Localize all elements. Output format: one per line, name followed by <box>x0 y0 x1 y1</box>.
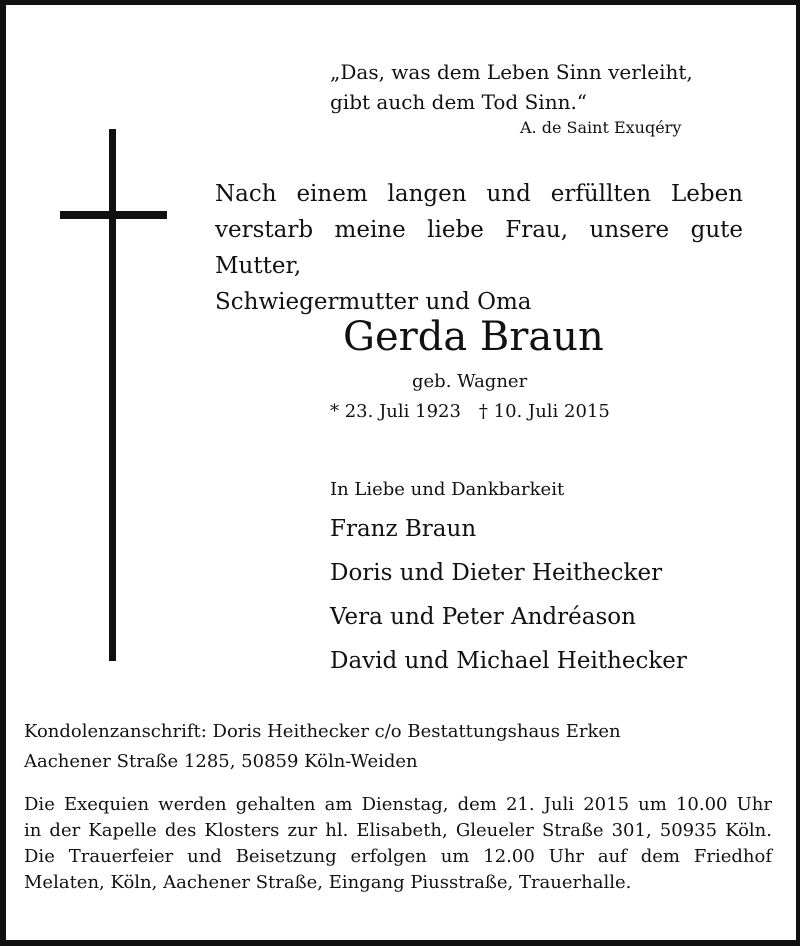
mourners-intro: In Liebe und Dankbarkeit <box>330 479 565 500</box>
condolence-address <box>24 717 621 777</box>
quote-line-2: gibt auch dem Tod Sinn.“ <box>330 90 588 114</box>
condolence-line-1: Kondolenzanschrift: Doris Heithecker c/o Bestattungshaus Erken <box>24 721 621 742</box>
mourner-name: Doris und Dieter Heithecker <box>330 560 663 586</box>
service-details <box>24 792 772 896</box>
announcement-line-3: Schwiegermutter und Oma <box>215 289 532 315</box>
service-line-1: Die Exequien werden gehalten am Dienstag, dem 21. Juli 2015 um 10.00 Uhr <box>24 794 772 815</box>
announcement-line-2: verstarb meine liebe Frau, unsere gute Mutter, <box>215 217 743 279</box>
condolence-line-2: Aachener Straße 1285, 50859 Köln-Weiden <box>24 751 418 772</box>
announcement-text <box>215 176 743 320</box>
mourner-name: Franz Braun <box>330 516 477 542</box>
service-line-2: in der Kapelle des Klosters zur hl. Elisabeth, Gleueler Straße 301, 50935 Köln. <box>24 820 772 841</box>
mourner-name: Vera und Peter Andréason <box>330 604 636 630</box>
service-line-3: Die Trauerfeier und Beisetzung erfolgen um 12.00 Uhr auf dem Friedhof <box>24 846 772 867</box>
announcement-line-1: Nach einem langen und erfüllten Leben <box>215 181 743 207</box>
deceased-name: Gerda Braun <box>343 314 604 360</box>
mourner-name: David und Michael Heithecker <box>330 648 687 674</box>
birth-name: geb. Wagner <box>412 371 528 392</box>
service-line-4: Melaten, Köln, Aachener Straße, Eingang Piusstraße, Trauerhalle. <box>24 872 632 893</box>
life-dates <box>330 399 610 425</box>
cross-horizontal-bar <box>60 211 167 219</box>
cross-vertical-bar <box>109 129 116 661</box>
quote-line-1: „Das, was dem Leben Sinn verleiht, <box>330 60 693 84</box>
death-date: † 10. Juli 2015 <box>478 401 610 422</box>
quote-author: A. de Saint Exuqéry <box>520 118 682 137</box>
birth-date: * 23. Juli 1923 <box>330 401 461 422</box>
